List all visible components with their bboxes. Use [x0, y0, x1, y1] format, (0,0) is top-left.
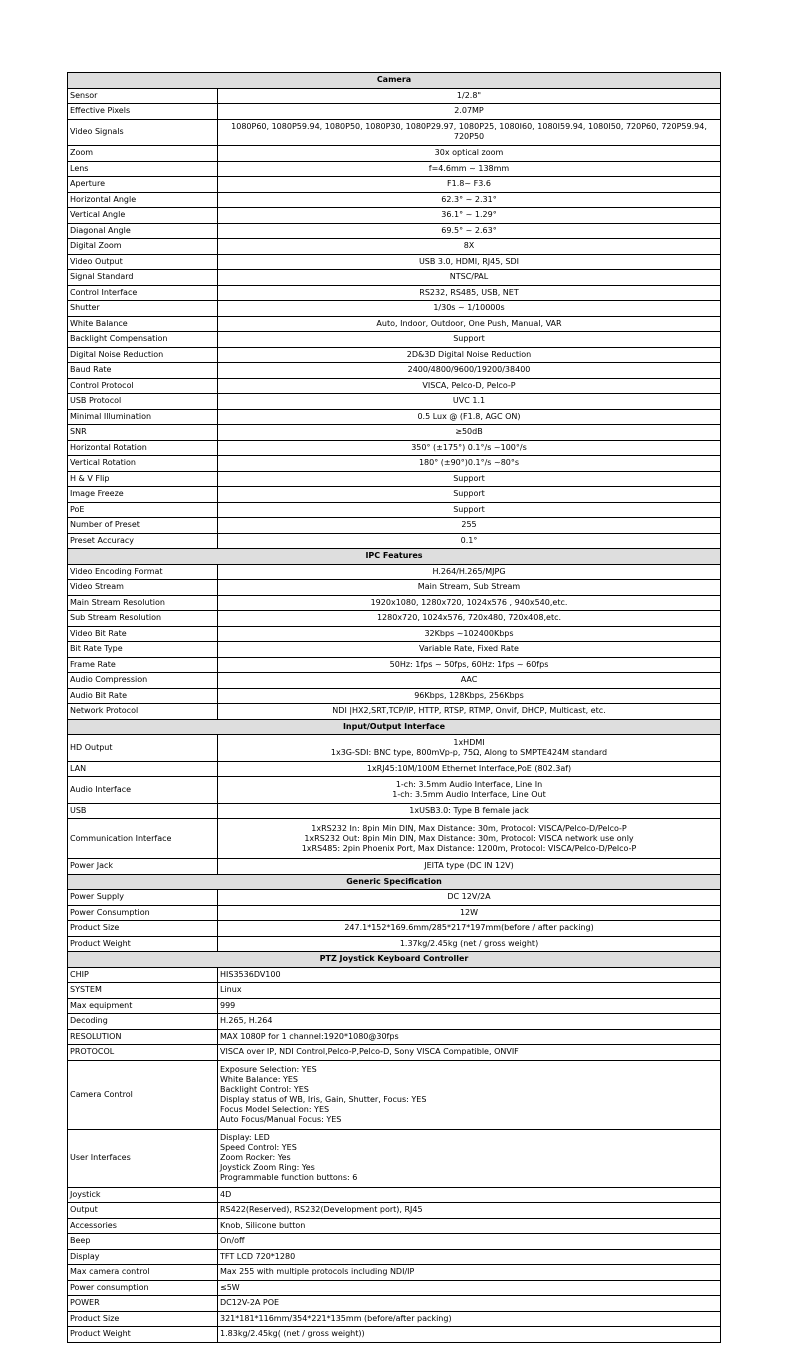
spec-value: 69.5° ~ 2.63°	[218, 223, 721, 239]
spec-value: 350° (±175°) 0.1°/s ~100°/s	[218, 440, 721, 456]
spec-value: 30x optical zoom	[218, 146, 721, 162]
spec-label: Shutter	[68, 301, 218, 317]
spec-label: User Interfaces	[68, 1129, 218, 1187]
spec-row	[68, 440, 721, 456]
spec-label: Audio Compression	[68, 673, 218, 689]
spec-row	[68, 518, 721, 534]
spec-label: Video Bit Rate	[68, 626, 218, 642]
spec-label: Backlight Compensation	[68, 332, 218, 348]
spec-row	[68, 1129, 721, 1187]
spec-label: Minimal Illumination	[68, 409, 218, 425]
spec-label: LAN	[68, 761, 218, 777]
spec-row	[68, 936, 721, 952]
spec-value: F1.8~ F3.6	[218, 177, 721, 193]
spec-value: 8X	[218, 239, 721, 255]
spec-value: On/off	[218, 1234, 721, 1250]
spec-value: 1080P60, 1080P59.94, 1080P50, 1080P30, 1080P29.97, 1080P25, 1080I60, 1080I59.94, 1080I50, 720P60, 720P59.94, 720P50	[218, 119, 721, 146]
spec-value: AAC	[218, 673, 721, 689]
spec-value: Support	[218, 502, 721, 518]
spec-value: 2D&3D Digital Noise Reduction	[218, 347, 721, 363]
spec-row	[68, 803, 721, 819]
spec-label: Decoding	[68, 1014, 218, 1030]
spec-label: POWER	[68, 1296, 218, 1312]
spec-label: Main Stream Resolution	[68, 595, 218, 611]
spec-label: CHIP	[68, 967, 218, 983]
spec-label: Bit Rate Type	[68, 642, 218, 658]
spec-row	[68, 394, 721, 410]
spec-label: USB	[68, 803, 218, 819]
spec-row	[68, 487, 721, 503]
spec-label: Display	[68, 1249, 218, 1265]
spec-value: 32Kbps ~102400Kbps	[218, 626, 721, 642]
spec-label: Product Size	[68, 921, 218, 937]
spec-value: Support	[218, 332, 721, 348]
spec-label: Power Supply	[68, 890, 218, 906]
spec-value: 1xUSB3.0: Type B female jack	[218, 803, 721, 819]
spec-value: 0.5 Lux @ (F1.8, AGC ON)	[218, 409, 721, 425]
spec-value: MAX 1080P for 1 channel:1920*1080@30fps	[218, 1029, 721, 1045]
spec-value: 1.37kg/2.45kg (net / gross weight)	[218, 936, 721, 952]
spec-row	[68, 735, 721, 762]
spec-value: 1xHDMI 1x3G-SDI: BNC type, 800mVp-p, 75Ω, Along to SMPTE424M standard	[218, 735, 721, 762]
spec-row	[68, 456, 721, 472]
spec-value: f=4.6mm ~ 138mm	[218, 161, 721, 177]
spec-row	[68, 1045, 721, 1061]
spec-row	[68, 564, 721, 580]
spec-row	[68, 239, 721, 255]
spec-row	[68, 761, 721, 777]
spec-value: USB 3.0, HDMI, RJ45, SDI	[218, 254, 721, 270]
spec-value: 255	[218, 518, 721, 534]
camera-section-header	[68, 73, 721, 89]
spec-row	[68, 673, 721, 689]
spec-row	[68, 208, 721, 224]
spec-row	[68, 611, 721, 627]
ipc-section-header	[68, 549, 721, 565]
spec-value: Support	[218, 487, 721, 503]
spec-label: Output	[68, 1203, 218, 1219]
spec-label: Product Weight	[68, 936, 218, 952]
spec-label: Signal Standard	[68, 270, 218, 286]
spec-label: Digital Zoom	[68, 239, 218, 255]
spec-row	[68, 146, 721, 162]
spec-label: Digital Noise Reduction	[68, 347, 218, 363]
spec-value: 321*181*116mm/354*221*135mm (before/after packing)	[218, 1311, 721, 1327]
spec-row	[68, 1327, 721, 1343]
spec-value: 2400/4800/9600/19200/38400	[218, 363, 721, 379]
spec-row	[68, 270, 721, 286]
spec-row	[68, 580, 721, 596]
spec-label: SYSTEM	[68, 983, 218, 999]
spec-row	[68, 119, 721, 146]
spec-row	[68, 657, 721, 673]
spec-label: Baud Rate	[68, 363, 218, 379]
spec-label: Video Stream	[68, 580, 218, 596]
spec-label: Product Weight	[68, 1327, 218, 1343]
spec-value: 96Kbps, 128Kbps, 256Kbps	[218, 688, 721, 704]
spec-row	[68, 347, 721, 363]
spec-label: White Balance	[68, 316, 218, 332]
spec-value: Knob, Silicone button	[218, 1218, 721, 1234]
spec-row	[68, 177, 721, 193]
spec-label: Vertical Angle	[68, 208, 218, 224]
spec-row	[68, 1218, 721, 1234]
spec-row	[68, 1296, 721, 1312]
spec-label: Control Interface	[68, 285, 218, 301]
camera-section-title: Camera	[68, 73, 721, 89]
spec-row	[68, 533, 721, 549]
spec-row	[68, 161, 721, 177]
spec-row	[68, 301, 721, 317]
spec-table	[67, 72, 721, 1343]
spec-label: Audio Bit Rate	[68, 688, 218, 704]
spec-label: Diagonal Angle	[68, 223, 218, 239]
spec-label: Camera Control	[68, 1060, 218, 1129]
spec-label: Product Size	[68, 1311, 218, 1327]
spec-label: Beep	[68, 1234, 218, 1250]
spec-value: DC 12V/2A	[218, 890, 721, 906]
spec-value: 1xRJ45:10M/100M Ethernet Interface,PoE (802.3af)	[218, 761, 721, 777]
spec-label: SNR	[68, 425, 218, 441]
spec-row	[68, 921, 721, 937]
spec-value: DC12V-2A POE	[218, 1296, 721, 1312]
ptz-section-title: PTZ Joystick Keyboard Controller	[68, 952, 721, 968]
spec-row	[68, 983, 721, 999]
spec-row	[68, 626, 721, 642]
spec-label: Joystick	[68, 1187, 218, 1203]
io-section-title: Input/Output Interface	[68, 719, 721, 735]
spec-label: HD Output	[68, 735, 218, 762]
spec-row	[68, 1234, 721, 1250]
generic-section-header	[68, 874, 721, 890]
spec-label: USB Protocol	[68, 394, 218, 410]
spec-row	[68, 777, 721, 804]
spec-label: Max equipment	[68, 998, 218, 1014]
spec-value: Auto, Indoor, Outdoor, One Push, Manual, VAR	[218, 316, 721, 332]
spec-value: Exposure Selection: YES White Balance: YES Backlight Control: YES Display status of WB, Iris, Gain, Shutter, Focus: YES Focus Model Selection: YES Auto Focus/Manual Focus: YES	[218, 1060, 721, 1129]
spec-row	[68, 223, 721, 239]
spec-row	[68, 363, 721, 379]
spec-value: 4D	[218, 1187, 721, 1203]
spec-value: 1920x1080, 1280x720, 1024x576 , 940x540,etc.	[218, 595, 721, 611]
spec-value: 1280x720, 1024x576, 720x480, 720x408,etc.	[218, 611, 721, 627]
spec-row	[68, 595, 721, 611]
spec-label: H & V Flip	[68, 471, 218, 487]
spec-row	[68, 471, 721, 487]
ipc-section-title: IPC Features	[68, 549, 721, 565]
generic-section-title: Generic Specification	[68, 874, 721, 890]
spec-row	[68, 254, 721, 270]
spec-value: 180° (±90°)0.1°/s ~80°s	[218, 456, 721, 472]
spec-value: ≥50dB	[218, 425, 721, 441]
spec-label: Network Protocol	[68, 704, 218, 720]
spec-label: Power consumption	[68, 1280, 218, 1296]
spec-label: Sub Stream Resolution	[68, 611, 218, 627]
spec-label: Control Protocol	[68, 378, 218, 394]
spec-label: Max camera control	[68, 1265, 218, 1281]
spec-value: Max 255 with multiple protocols including NDI/IP	[218, 1265, 721, 1281]
spec-row	[68, 192, 721, 208]
spec-label: Frame Rate	[68, 657, 218, 673]
spec-row	[68, 905, 721, 921]
spec-row	[68, 998, 721, 1014]
spec-value: HIS3536DV100	[218, 967, 721, 983]
spec-value: VISCA, Pelco-D, Pelco-P	[218, 378, 721, 394]
spec-label: Aperture	[68, 177, 218, 193]
spec-value: 12W	[218, 905, 721, 921]
spec-label: Zoom	[68, 146, 218, 162]
spec-value: Display: LED Speed Control: YES Zoom Rocker: Yes Joystick Zoom Ring: Yes Programmable function buttons: 6	[218, 1129, 721, 1187]
spec-row	[68, 967, 721, 983]
spec-row	[68, 642, 721, 658]
spec-row	[68, 1265, 721, 1281]
spec-label: Accessories	[68, 1218, 218, 1234]
spec-value: NDI |HX2,SRT,TCP/IP, HTTP, RTSP, RTMP, Onvif, DHCP, Multicast, etc.	[218, 704, 721, 720]
spec-value: 1.83kg/2.45kg( (net / gross weight))	[218, 1327, 721, 1343]
spec-value: 1/2.8"	[218, 88, 721, 104]
spec-row	[68, 425, 721, 441]
spec-value: 1/30s ~ 1/10000s	[218, 301, 721, 317]
spec-label: Preset Accuracy	[68, 533, 218, 549]
spec-label: Power Consumption	[68, 905, 218, 921]
spec-row	[68, 1014, 721, 1030]
spec-value: 2.07MP	[218, 104, 721, 120]
spec-value: JEITA type (DC IN 12V)	[218, 859, 721, 875]
spec-row	[68, 285, 721, 301]
spec-row	[68, 1203, 721, 1219]
spec-row	[68, 1187, 721, 1203]
spec-row	[68, 1060, 721, 1129]
spec-label: Effective Pixels	[68, 104, 218, 120]
spec-row	[68, 1311, 721, 1327]
spec-value: 1xRS232 In: 8pin Min DIN, Max Distance: 30m, Protocol: VISCA/Pelco-D/Pelco-P 1xRS232 Out: 8pin Min DIN, Max Distance: 30m, Protocol: VISCA network use only 1xRS485: 2pin Phoenix Port, Max Distance: 1200m, Protocol: VISCA/Pelco-D/Pelco-P	[218, 819, 721, 859]
spec-value: 999	[218, 998, 721, 1014]
spec-value: Linux	[218, 983, 721, 999]
spec-label: Audio Interface	[68, 777, 218, 804]
spec-row	[68, 88, 721, 104]
spec-label: Lens	[68, 161, 218, 177]
spec-row	[68, 1029, 721, 1045]
spec-value: 36.1° ~ 1.29°	[218, 208, 721, 224]
spec-value: H.265, H.264	[218, 1014, 721, 1030]
spec-row	[68, 890, 721, 906]
spec-label: Horizontal Rotation	[68, 440, 218, 456]
spec-row	[68, 1280, 721, 1296]
spec-label: Power Jack	[68, 859, 218, 875]
spec-value: 247.1*152*169.6mm/285*217*197mm(before / after packing)	[218, 921, 721, 937]
spec-row	[68, 502, 721, 518]
spec-row	[68, 316, 721, 332]
spec-row	[68, 378, 721, 394]
spec-value: 62.3° ~ 2.31°	[218, 192, 721, 208]
spec-label: Video Output	[68, 254, 218, 270]
spec-label: Horizontal Angle	[68, 192, 218, 208]
spec-value: H.264/H.265/MJPG	[218, 564, 721, 580]
spec-value: NTSC/PAL	[218, 270, 721, 286]
spec-label: PoE	[68, 502, 218, 518]
spec-row	[68, 704, 721, 720]
io-section-header	[68, 719, 721, 735]
spec-value: RS422(Reserved), RS232(Development port), RJ45	[218, 1203, 721, 1219]
spec-row	[68, 859, 721, 875]
spec-value: TFT LCD 720*1280	[218, 1249, 721, 1265]
spec-row	[68, 409, 721, 425]
spec-value: RS232, RS485, USB, NET	[218, 285, 721, 301]
spec-value: ≤5W	[218, 1280, 721, 1296]
spec-row	[68, 1249, 721, 1265]
ptz-section-header	[68, 952, 721, 968]
spec-label: Vertical Rotation	[68, 456, 218, 472]
spec-row	[68, 104, 721, 120]
spec-label: PROTOCOL	[68, 1045, 218, 1061]
spec-row	[68, 332, 721, 348]
spec-label: Image Freeze	[68, 487, 218, 503]
spec-value: Support	[218, 471, 721, 487]
spec-value: Main Stream, Sub Stream	[218, 580, 721, 596]
spec-value: 0.1°	[218, 533, 721, 549]
spec-label: Video Encoding Format	[68, 564, 218, 580]
spec-label: Sensor	[68, 88, 218, 104]
spec-value: UVC 1.1	[218, 394, 721, 410]
spec-value: 50Hz: 1fps ~ 50fps, 60Hz: 1fps ~ 60fps	[218, 657, 721, 673]
spec-label: Video Signals	[68, 119, 218, 146]
spec-label: Communication Interface	[68, 819, 218, 859]
spec-label: RESOLUTION	[68, 1029, 218, 1045]
spec-value: Variable Rate, Fixed Rate	[218, 642, 721, 658]
spec-row	[68, 688, 721, 704]
spec-value: 1-ch: 3.5mm Audio Interface, Line In 1-ch: 3.5mm Audio Interface, Line Out	[218, 777, 721, 804]
spec-value: VISCA over IP, NDI Control,Pelco-P,Pelco-D, Sony VISCA Compatible, ONVIF	[218, 1045, 721, 1061]
spec-row	[68, 819, 721, 859]
spec-label: Number of Preset	[68, 518, 218, 534]
